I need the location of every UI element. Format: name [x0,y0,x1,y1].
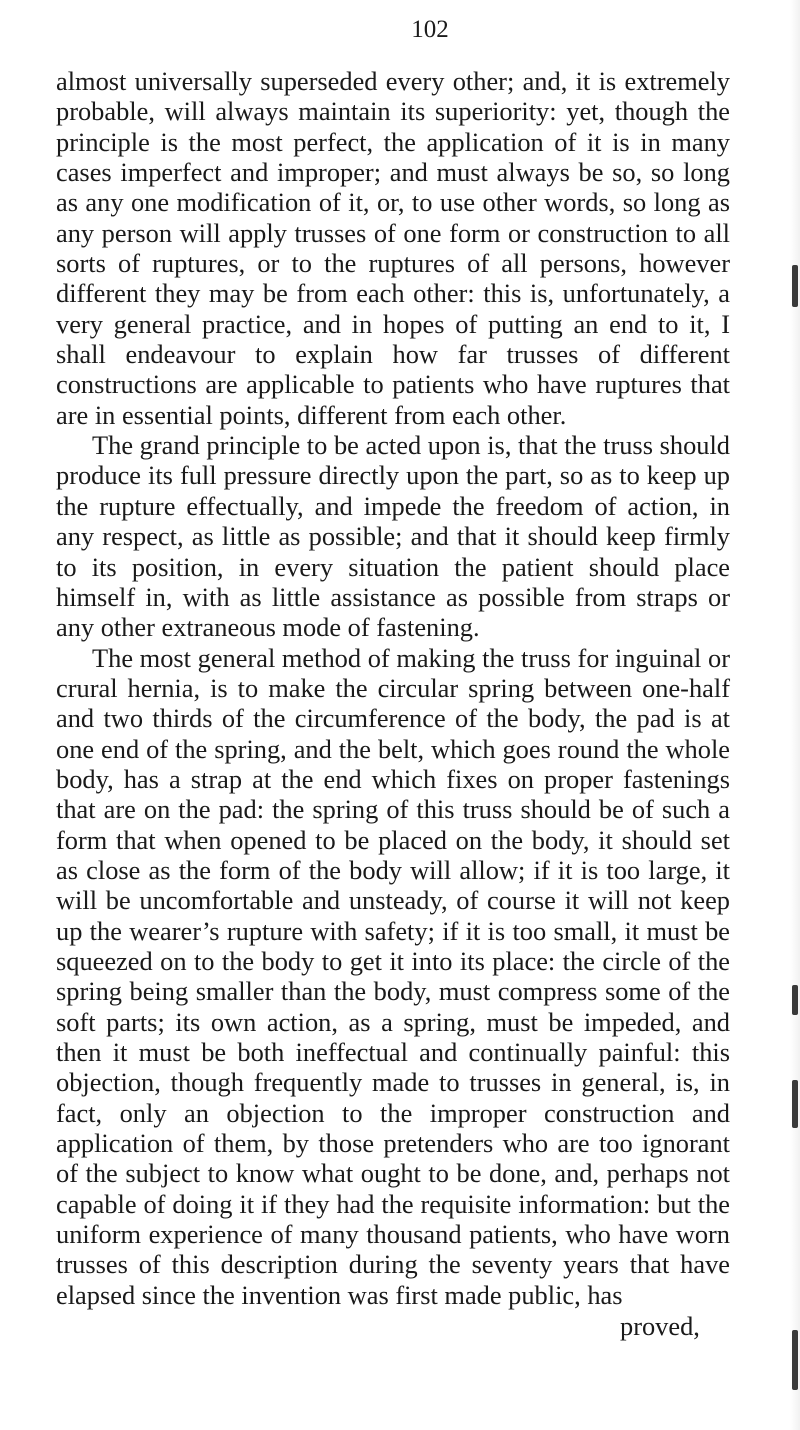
page-edge-mark [792,265,798,307]
page-edge-mark [792,1330,798,1390]
paragraph-1: almost universally superseded every other; and, it is extremely probable, will always maintain its superiority: yet, though the principle is the most perfect, the application of it is in many cases imperfect and improper; and must always be so, so long as any one modification of it, or, to use other words, so long as any person will apply trusses of one form or construction to all sorts of ruptures, or to the ruptures of all persons, however different they may be from each other: this is, unfortunately, a very general practice, and in hopes of putting an end to it, I shall endeavour to explain how far trusses of different constructions are applicable to patients who have ruptures that are in essential points, different from each other. [56,66,730,430]
catchword: proved, [620,1311,700,1341]
page-edge-mark [792,985,798,1015]
page-number: 102 [411,16,449,43]
body-text [56,66,730,1310]
page-edge-shadow [790,0,800,1430]
paragraph-2: The grand principle to be acted upon is, that the truss should produce its full pressure directly upon the part, so as to keep up the rupture effectually, and impede the freedom of action, in any respect, as little as possible; and that it should keep firmly to its position, in every situation the patient should place himself in, with as little assistance as possible from straps or any other extraneous mode of fastening. [56,430,730,643]
paragraph-3: The most general method of making the truss for inguinal or crural hernia, is to make the circular spring between one-half and two thirds of the circumference of the body, the pad is at one end of the spring, and the belt, which goes round the whole body, has a strap at the end which fixes on proper fastenings that are on the pad: the spring of this truss should be of such a form that when opened to be placed on the body, it should set as close as the form of the body will allow; if it is too large, it will be uncomfortable and unsteady, of course it will not keep up the wearer’s rupture with safety; if it is too small, it must be squeezed on to the body to get it into its place: the circle of the spring being smaller than the body, must compress some of the soft parts; its own action, as a spring, must be impeded, and then it must be both ineffectual and continually painful: this objection, though frequently made to trusses in general, is, in fact, only an objection to the improper construction and application of them, by those pretenders who are too ignorant of the subject to know what ought to be done, and, perhaps not capable of doing it if they had the requisite information: but the uniform experience of many thousand patients, who have worn trusses of this description during the seventy years that have elapsed since the invention was first made public, has [56,642,730,1310]
page-edge-mark [792,1080,798,1128]
